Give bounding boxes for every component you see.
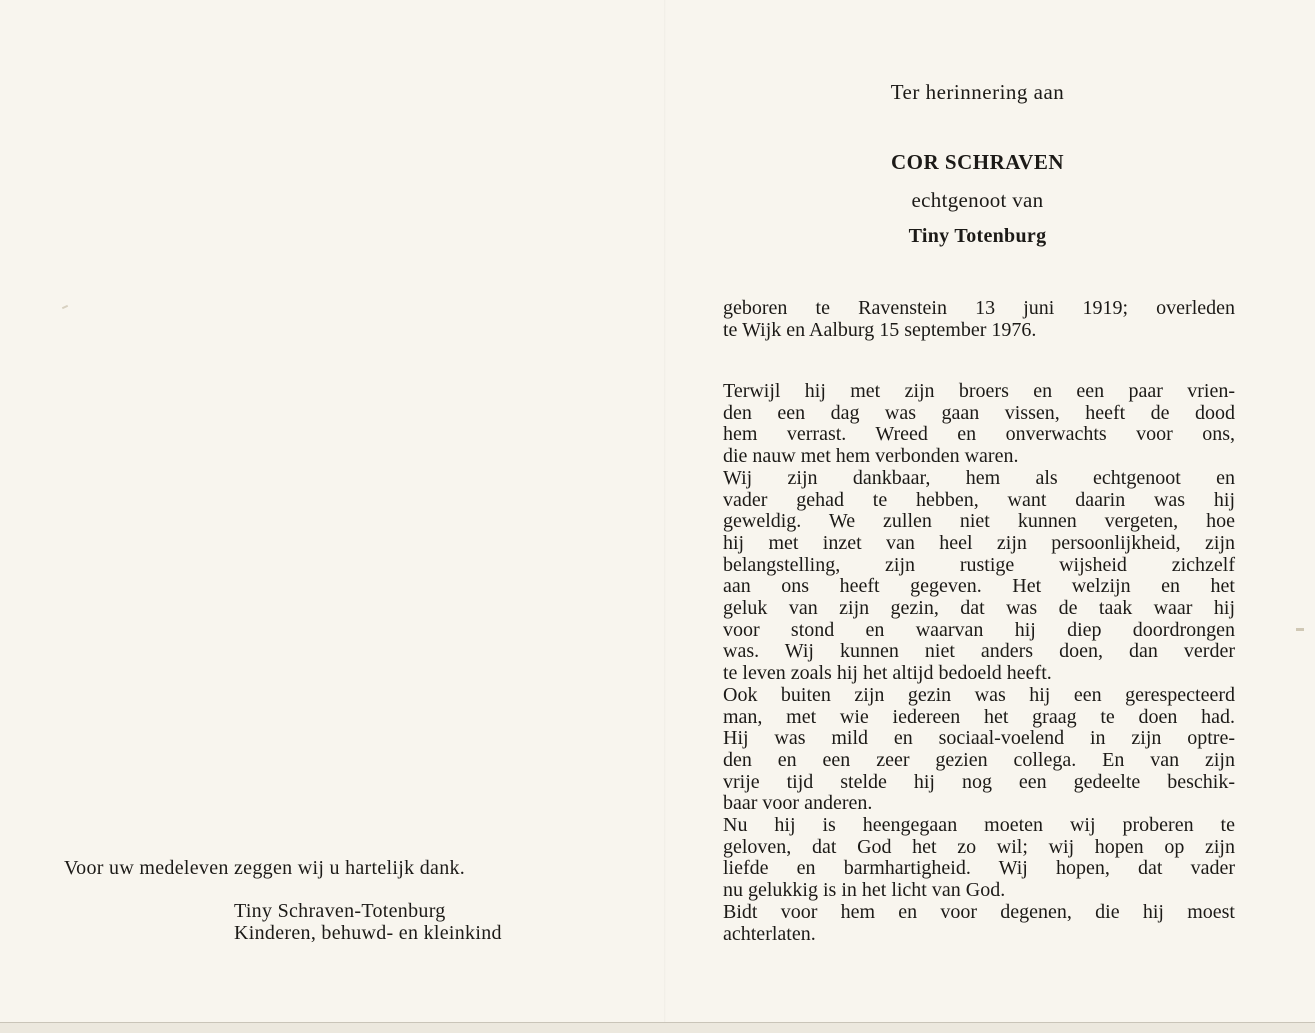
tribute-line: geweldig. We zullen niet kunnen vergeten, hoe [723, 510, 1235, 533]
dates-line: te Wijk en Aalburg 15 september 1976. [723, 319, 1037, 341]
tribute-line: Terwijl hij met zijn broers en een paar vrien- [723, 380, 1235, 402]
tribute-line: hij met inzet van heel zijn persoonlijkheid, zijn [723, 531, 1235, 554]
signature-block [234, 900, 594, 944]
tribute-line: baar voor anderen. [723, 792, 873, 815]
tribute-line: hem verrast. Wreed en onverwachts voor ons, [723, 423, 1235, 446]
tribute-line: man, met wie iedereen het graag te doen had. [723, 705, 1235, 728]
deceased-name: COR SCHRAVEN [890, 150, 1065, 174]
tribute-line: aan ons heeft gegeven. Het welzijn en het [723, 575, 1235, 598]
tribute-line: achterlaten. [723, 922, 816, 945]
tribute-line: voor stond en waarvan hij diep doordrongen [723, 618, 1235, 641]
tribute-line: liefde en barmhartigheid. Wij hopen, dat vader [723, 857, 1235, 880]
tribute-line: was. Wij kunnen niet anders doen, dan verder [723, 640, 1235, 663]
tribute-line: den een dag was gaan vissen, heeft de dood [723, 401, 1235, 424]
dates-line: geboren te Ravenstein 13 juni 1919; overleden [723, 297, 1235, 319]
tribute-line: vrije tijd stelde hij nog een gedeelte beschik- [723, 770, 1235, 793]
tribute-line: Ook buiten zijn gezin was hij een gerespecteerd [723, 683, 1235, 706]
tribute-line: geluk van zijn gezin, dat was de taak waar hij [723, 597, 1235, 620]
relation-text: echtgenoot van [911, 188, 1044, 212]
tribute-line: te leven zoals hij het altijd bedoeld heeft. [723, 662, 1052, 685]
tribute-line: Wij zijn dankbaar, hem als echtgenoot en [723, 466, 1235, 489]
signature-line: Tiny Schraven-Totenburg [234, 900, 446, 922]
signature-line: Kinderen, behuwd- en kleinkind [234, 922, 502, 944]
intro-text: Ter herinnering aan [890, 80, 1065, 104]
tribute-line: geloven, dat God het zo wil; wij hopen op zijn [723, 835, 1235, 858]
birth-death-dates [723, 297, 1235, 341]
tribute-line: Nu hij is heengegaan moeten wij proberen te [723, 814, 1235, 837]
tribute-line: Bidt voor hem en voor degenen, die hij moest [723, 900, 1235, 923]
tribute-line: Hij was mild en sociaal-voelend in zijn optre- [723, 727, 1235, 750]
tribute-line: die nauw met hem verbonden waren. [723, 445, 1019, 468]
card-fold [664, 0, 666, 1033]
tribute-line: den en een zeer gezien collega. En van zijn [723, 748, 1235, 771]
paper-mark [62, 305, 68, 309]
paper-mark [1296, 628, 1304, 631]
tribute-line: belangstelling, zijn rustige wijsheid zichzelf [723, 553, 1235, 576]
card-bottom-edge [0, 1022, 1315, 1033]
thanks-text: Voor uw medeleven zeggen wij u hartelijk dank. [64, 857, 466, 879]
tribute-text [723, 381, 1235, 945]
tribute-line: nu gelukkig is in het licht van God. [723, 879, 1006, 902]
tribute-line: vader gehad te hebben, want daarin was hij [723, 488, 1235, 511]
spouse-name: Tiny Totenburg [908, 225, 1047, 247]
